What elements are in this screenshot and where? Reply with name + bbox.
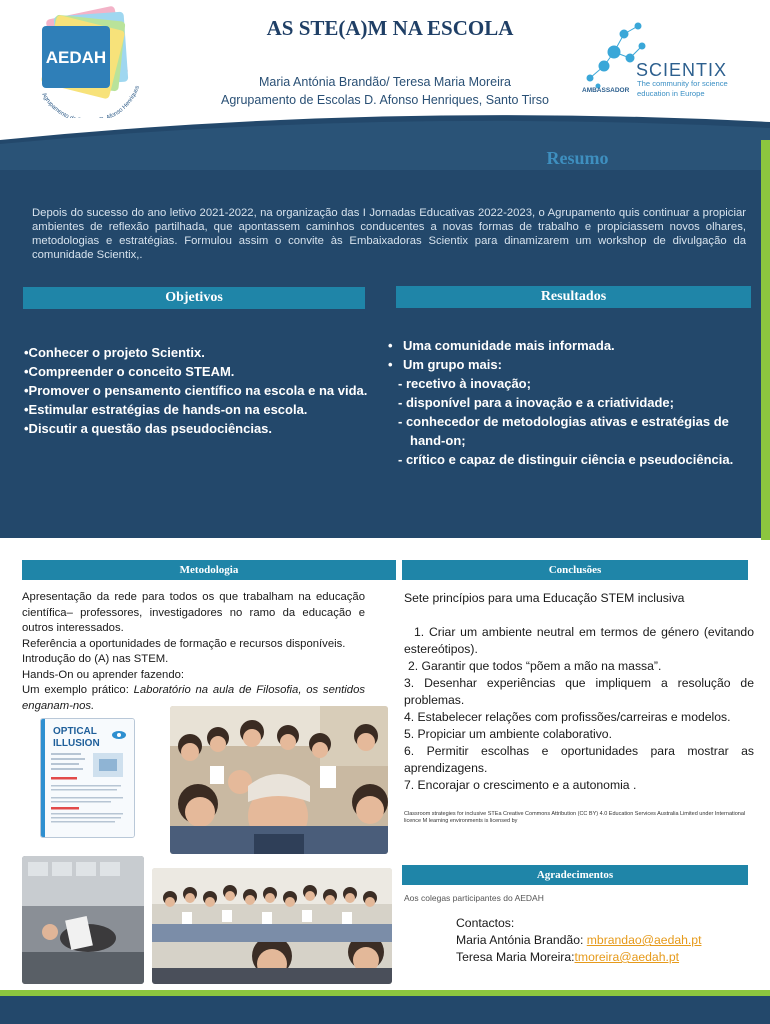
principio-item: 5. Propiciar um ambiente colaborativo. (404, 727, 612, 741)
objetivo-item: •Estimular estratégias de hands-on na escola. (24, 402, 308, 417)
resultado-subitem: - crítico e capaz de distinguir ciência e pseudociência. (398, 452, 734, 467)
group-photo (152, 868, 392, 984)
contact-line-2 (456, 949, 756, 966)
aedah-logo-ring: Agrupamento Afonso Henriques (40, 85, 142, 118)
contactos-label: Contactos: (456, 916, 515, 930)
metodologia-header: Metodologia (22, 560, 396, 580)
scientix-tagline-1: The community for science (637, 79, 728, 88)
agradecimentos-header: Agradecimentos (402, 865, 748, 885)
metodologia-p3: Introdução do (A) nas STEM. (22, 653, 169, 665)
authors-line: Maria Antónia Brandão/ Teresa Maria Moreira (259, 75, 511, 89)
metodologia-p4: Hands-On ou aprender fazendo: (22, 668, 185, 681)
resultado-subitem: - recetivo à inovação; (398, 376, 531, 391)
conclusoes-text (404, 590, 754, 794)
footer-navy-band (0, 996, 770, 1024)
resultado-item: • Uma comunidade mais informada. (388, 336, 760, 355)
email-link-1[interactable]: mbrandao@aedah.pt (586, 933, 702, 947)
optical-illusion-worksheet (40, 718, 135, 838)
metodologia-p1: Apresentação da rede para todos os que trabalham na educação científica– professores, investigadores no ramo da educação e outros interessados. (22, 591, 365, 634)
scientix-logo (580, 18, 760, 100)
metodologia-p5-italic: Laboratório na aula de Filosofia, os sentidos enganam-nos. (22, 684, 365, 712)
scientix-tagline-2: education in Europe (637, 89, 705, 98)
email-link-2[interactable]: tmoreira@aedah.pt (574, 950, 680, 964)
principio-item: 2. Garantir que todos “põem a mão na massa”. (408, 659, 662, 673)
contact-name-1: Maria Antónia Brandão: (456, 933, 587, 947)
principio-item: 3. Desenhar experiências que impliquem a resolução de problemas. (404, 676, 754, 707)
resultado-subitem: - conhecedor de metodologias ativas e estratégias de (398, 414, 729, 429)
worksheet-title-1: OPTICAL (53, 726, 97, 737)
resultado-subitem-cont: hand-on; (410, 433, 466, 448)
principio-item: 1. Criar um ambiente neutral em termos de género (evitando estereótipos). (404, 625, 754, 656)
institution-line: Agrupamento de Escolas D. Afonso Henriques, Santo Tirso (221, 93, 549, 107)
principio-item: 7. Encorajar o crescimento e a autonomia . (404, 778, 637, 792)
credits-note: Classroom strategies for inclusive STEa Creative Commons Attribution (CC BY) 4.0 Education Services Australia Limited under International licence M learning environments is licensed by (404, 811, 746, 824)
metodologia-p5-prefix: Um exemplo prático: (22, 684, 134, 696)
objetivo-item: •Promover o pensamento científico na escola e na vida. (24, 383, 368, 398)
objetivo-item: •Conhecer o projeto Scientix. (24, 345, 205, 360)
contact-name-2: Teresa Maria Moreira: (456, 950, 575, 964)
scientix-ambassador: AMBASSADOR (582, 87, 630, 94)
resumo-text: Depois do sucesso do ano letivo 2021-2022, na organização das I Jornadas Educativas 2022-2023, o Agrupamento quis continuar a propiciar ambientes de reflexão partilhada, que apontassem caminhos conducentes a novas formas de trabalho e propiciassem novos olhares, metodologias e estratégias. Formulou assim o convite às Embaixadoras Scientix para dinamizarem um workshop de divulgação da comunidade Scientix,. (32, 207, 746, 261)
poster-authors (190, 73, 580, 109)
objetivo-item: •Discutir a questão das pseudociências. (24, 421, 273, 436)
resumo-title: Resumo (546, 148, 609, 168)
resultados-header: Resultados (396, 286, 751, 308)
objetivos-header: Objetivos (23, 287, 365, 309)
objetivo-item: •Compreender o conceito STEAM. (24, 364, 235, 379)
poster-title: AS STE(A)M NA ESCOLA (266, 16, 514, 40)
scientix-wordmark: SCIENTIX (636, 60, 728, 80)
right-accent (761, 140, 770, 540)
conclusoes-header: Conclusões (402, 560, 748, 580)
resultado-subitem: - disponível para a inovação e a criatividade; (398, 395, 674, 410)
aedah-logo (30, 6, 142, 118)
metodologia-p2: Referência a oportunidades de formação e recursos disponíveis. (22, 637, 346, 650)
resultados-list (388, 336, 760, 469)
agradecimentos-text: Aos colegas participantes do AEDAH (404, 893, 544, 903)
conclusoes-intro: Sete princípios para uma Educação STEM inclusiva (404, 591, 685, 605)
worksheet-title-2: ILLUSION (53, 738, 100, 749)
contactos-block (456, 915, 756, 966)
contact-line-1 (456, 932, 756, 949)
resultado-item: • Um grupo mais: (388, 355, 760, 374)
metodologia-text (22, 590, 365, 714)
aedah-logo-text: AEDAH (45, 48, 107, 67)
principio-item: 6. Permitir escolhas e oportunidades para mostrar as aprendizagens. (404, 744, 754, 775)
group-selfie-photo (170, 706, 388, 854)
principio-item: 4. Estabelecer relações com profissões/carreiras e modelos. (404, 710, 731, 724)
hands-on-photo (22, 856, 144, 984)
objetivos-list (24, 343, 369, 438)
